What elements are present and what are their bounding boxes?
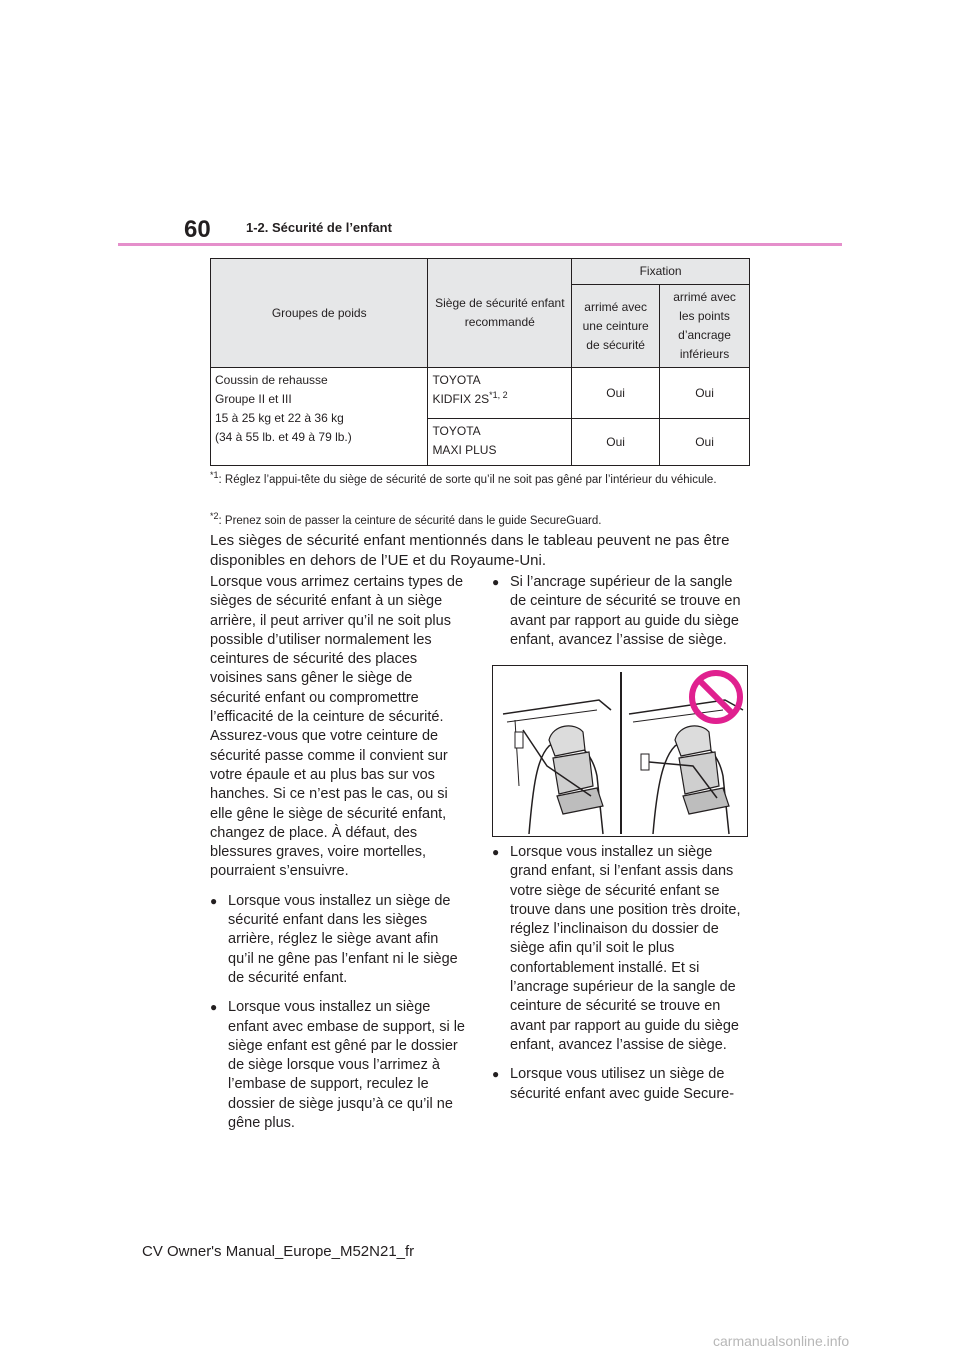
list-item-text: Lorsque vous utilisez un siège de sécurité enfant avec guide Secure- [510, 1066, 735, 1102]
footnote-1 [210, 465, 750, 491]
section-title: 1-2. Sécurité de l’enfant [246, 220, 392, 235]
weight-group-line: (34 à 55 lb. et 49 à 79 lb.) [215, 430, 352, 444]
footnote-2 [210, 506, 750, 532]
seat-model: MAXI PLUS [432, 443, 497, 457]
header-fixation: Fixation [572, 259, 750, 285]
warning-paragraph: Lorsque vous arrimez certains types de sièges de sécurité enfant à un siège arrière, il peut arriver qu’il ne soit plus possible d’utiliser normalement les ceintures de sécurité des places voisines sans gêner le siège de sécurité enfant ou compromettre l’efficacité de la ceinture de sécurité. Assurez-vous que votre ceinture de sécurité passe comme il convient sur votre épaule et au plus bas sur vos hanches. Si ce n’est pas le cas, ou si elle gêne le siège de sécurité enfant, changez de place. À défaut, des blessures graves, voire mortelles, pourraient s’ensuivre. [210, 574, 464, 880]
seat-cell [428, 368, 572, 419]
seat-brand: TOYOTA [432, 373, 481, 387]
header-rule [118, 243, 842, 246]
footnote-mark: *1 [210, 470, 219, 480]
seat-footnote-ref: *1, 2 [489, 390, 508, 400]
weight-group-line: Coussin de rehausse [215, 373, 328, 387]
weight-group-line: Groupe II et III [215, 392, 292, 406]
weight-group-line: 15 à 25 kg et 22 à 36 kg [215, 411, 344, 425]
watermark: carmanualsonline.info [713, 1333, 850, 1349]
list-item [492, 843, 748, 1055]
header-weight-groups: Groupes de poids [211, 259, 428, 368]
footnote-text: : Prenez soin de passer la ceinture de sécurité dans le guide SecureGuard. [218, 514, 602, 527]
list-item [210, 892, 466, 988]
belt-cell: Oui [572, 419, 660, 466]
seat-cell [428, 419, 572, 466]
weight-group-cell [211, 368, 428, 466]
list-item-text: Lorsque vous installez un siège grand enfant, si l’enfant assis dans votre siège de sécurité enfant se trouve dans une position très droite, réglez l’inclinaison du dossier de siège afin qu’il soit le plus confortablement installé. Et si l’ancrage supérieur de la sangle de ceinture de sécurité se trouve en avant par rapport au guide du siège enfant, avancez l’assise de siège. [510, 844, 741, 1053]
footer-manual-id: CV Owner's Manual_Europe_M52N21_fr [142, 1243, 415, 1260]
footnote-mark: *2 [210, 511, 219, 521]
bullet-icon: ● [492, 845, 500, 859]
page-number: 60 [184, 216, 211, 243]
list-item [210, 998, 466, 1133]
intro-paragraph: Les sièges de sécurité enfant mentionnés dans le tableau peuvent ne pas être disponibles en dehors de l’UE et du Royaume-Uni. [210, 532, 730, 569]
bullet-icon: ● [492, 1067, 500, 1082]
list-item-text: Lorsque vous installez un siège enfant avec embase de support, si le siège enfant est gêné par le dossier de siège lorsque vous l’arrimez à l’embase de support, reculez le dossier de siège jusqu’à ce qu’il ne gêne plus. [228, 999, 465, 1132]
bullet-icon: ● [210, 1000, 218, 1015]
list-item-text: Lorsque vous installez un siège de sécurité enfant dans les sièges arrière, réglez le siège avant afin qu’il ne gêne pas l’enfant ni le siège de sécurité enfant. [228, 892, 458, 986]
seat-illustration [492, 665, 748, 837]
anchors-cell: Oui [660, 419, 750, 466]
list-item [492, 1065, 748, 1104]
seat-model: KIDFIX 2S [432, 392, 490, 406]
header-lower-anchors: arrimé avec les points d’ancrage inférieurs [660, 285, 750, 368]
footnote-text: : Réglez l’appui-tête du siège de sécurité de sorte qu’il ne soit pas gêné par l’intérieur du véhicule. [218, 473, 717, 486]
right-column-top [492, 573, 748, 660]
belt-cell: Oui [572, 368, 660, 419]
list-item-text: Si l’ancrage supérieur de la sangle de ceinture de sécurité se trouve en avant par rapport au guide du siège enfant, avancez l’assise de siège. [510, 574, 741, 648]
right-column-bottom [492, 843, 748, 1114]
header-recommended-seat: Siège de sécurité enfant recommandé [428, 259, 572, 368]
header-seat-belt: arrimé avec une ceinture de sécurité [572, 285, 660, 368]
left-column [210, 573, 466, 1143]
bullet-icon: ● [210, 893, 218, 908]
bullet-icon: ● [492, 575, 500, 589]
prohibition-icon [688, 669, 744, 725]
seat-brand: TOYOTA [432, 424, 481, 438]
anchors-cell: Oui [660, 368, 750, 419]
child-seat-table [210, 258, 750, 466]
list-item [492, 573, 748, 650]
